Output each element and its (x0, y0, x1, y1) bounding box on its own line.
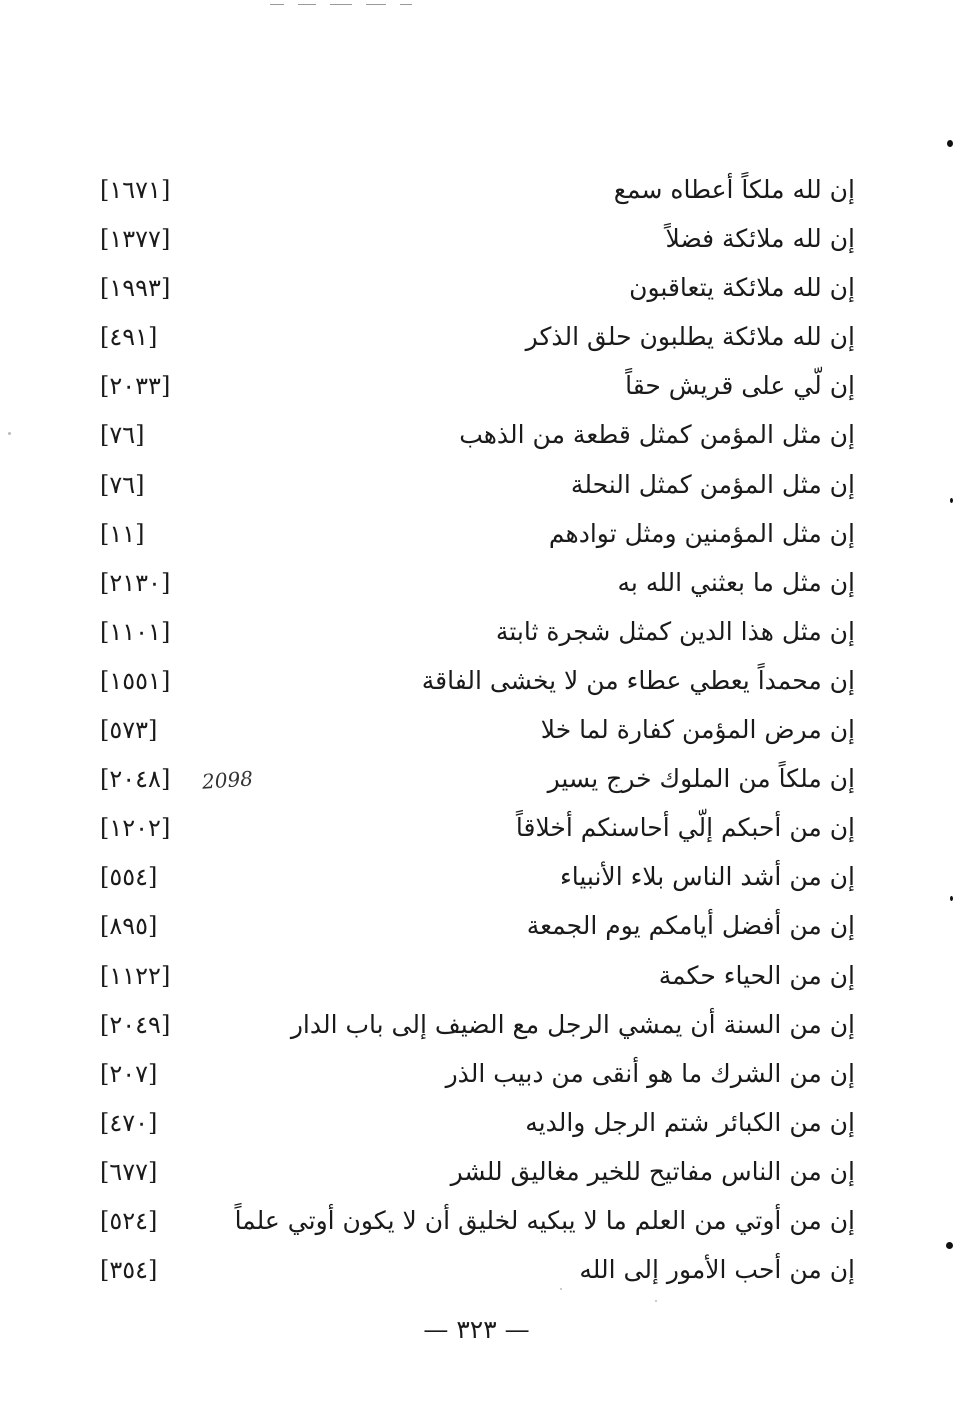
index-entry (100, 608, 855, 657)
entry-reference-number: [١١] (100, 519, 145, 548)
entry-text: إن من الحياء حكمة (658, 960, 855, 990)
entry-reference-number: [٥٢٤] (100, 1206, 158, 1235)
index-entry (100, 657, 855, 706)
index-entry (100, 461, 855, 510)
entry-text: إن من أحبكم إلّي أحاسنكم أخلاقاً (515, 813, 855, 843)
index-entry (100, 313, 855, 362)
entry-reference-number: [٢١٣٠] (100, 568, 171, 597)
entry-reference-number: [٢٠٤٨] (100, 765, 171, 794)
entry-text: إن مثل هذا الدين كمثل شجرة ثابتة (495, 616, 855, 646)
entry-text: إن مثل ما بعثني الله به (617, 567, 855, 597)
entry-reference-number: [٢٠٧] (100, 1059, 158, 1088)
entry-reference-number: [٤٧٠] (100, 1108, 158, 1137)
handwritten-note: 2098 (201, 766, 254, 794)
entry-reference-number: [١١٢٢] (100, 961, 171, 990)
index-entry (100, 1050, 855, 1099)
index-entry (100, 853, 855, 902)
entry-reference-number: [١٩٩٣] (100, 274, 171, 303)
page-number: — ٣٢٣ — (423, 1315, 530, 1344)
entry-reference-number: [٧٦] (100, 470, 145, 499)
index-entry (100, 362, 855, 411)
entry-text: إن من الشرك ما هو أنقى من دبيب الذر (445, 1058, 855, 1088)
entry-reference-number: [٧٦] (100, 421, 145, 450)
index-entry (100, 755, 855, 804)
entry-text: إن مثل المؤمنين ومثل توادهم (548, 518, 855, 548)
entry-reference-number: [٢٠٣٣] (100, 372, 171, 401)
entry-reference-number: [٨٩٥] (100, 912, 158, 941)
entry-text: إن لله ملكاً أعطاه سمع (613, 175, 855, 204)
entry-text: إن من الكبائر شتم الرجل والديه (525, 1107, 855, 1137)
entry-reference-number: [٤٩١] (100, 323, 158, 352)
entry-reference-number: [١١٠١] (100, 617, 171, 646)
entry-text: إن مثل المؤمن كمثل النحلة (570, 469, 855, 499)
entry-reference-number: [١٦٧١] (100, 176, 171, 204)
index-entry (100, 804, 855, 853)
entry-reference-number: [١٢٠٢] (100, 814, 171, 843)
entry-text: إن محمداً يعطي عطاء من لا يخشى الفاقة (421, 665, 855, 695)
index-entry (100, 411, 855, 460)
index-entry (100, 952, 855, 1001)
entry-text: إن من الناس مفاتيح للخير مغاليق للشر (450, 1156, 855, 1186)
entry-text: إن لله ملائكة يتعاقبون (629, 273, 855, 303)
margin-dot (946, 1242, 953, 1249)
paper-speck (8, 432, 11, 435)
index-entry (100, 166, 855, 215)
entry-reference-number: [٥٥٤] (100, 863, 158, 892)
index-entry (100, 902, 855, 951)
index-entry (100, 1246, 855, 1295)
index-entry (100, 1001, 855, 1050)
index-entry (100, 510, 855, 559)
index-entry (100, 559, 855, 608)
entry-text: إن مثل المؤمن كمثل قطعة من الذهب (459, 420, 855, 450)
entry-text: إن من السنة أن يمشي الرجل مع الضيف إلى باب الدار (290, 1009, 855, 1039)
margin-dot (947, 140, 953, 147)
index-entry (100, 706, 855, 755)
index-entry (100, 1197, 855, 1246)
top-edge-marks (270, 4, 470, 8)
entry-text: إن لله ملائكة يطلبون حلق الذكر (525, 322, 855, 352)
entry-text: إن من أحب الأمور إلى الله (579, 1255, 855, 1285)
index-entry (100, 1148, 855, 1197)
index-entry (100, 215, 855, 264)
entry-reference-number: [٣٥٤] (100, 1256, 158, 1285)
entry-reference-number: [٥٧٣] (100, 716, 158, 745)
entry-text: إن من أوتي من العلم ما لا يبكيه لخليق أن لا يكون أوتي علماً (234, 1205, 855, 1235)
entry-reference-number: [٢٠٤٩] (100, 1010, 171, 1039)
entry-reference-number: [٦٧٧] (100, 1157, 158, 1186)
entry-text: إن من أشد الناس بلاء الأنبياء (560, 862, 855, 892)
entry-text: إن لّي على قريش حقاً (625, 371, 855, 401)
entry-text: إن من أفضل أيامكم يوم الجمعة (526, 911, 855, 941)
index-entry (100, 264, 855, 313)
entry-text: إن مرض المؤمن كفارة لما خلا (540, 715, 855, 745)
entry-text: إن لله ملائكة فضلاً (665, 224, 855, 254)
index-entry (100, 1099, 855, 1148)
paper-speck (655, 1300, 657, 1302)
hadith-index-list (100, 166, 855, 1295)
entry-text: إن ملكاً من الملوك خرج يسير (547, 764, 855, 794)
entry-reference-number: [١٥٥١] (100, 666, 171, 695)
entry-reference-number: [١٣٧٧] (100, 225, 171, 254)
